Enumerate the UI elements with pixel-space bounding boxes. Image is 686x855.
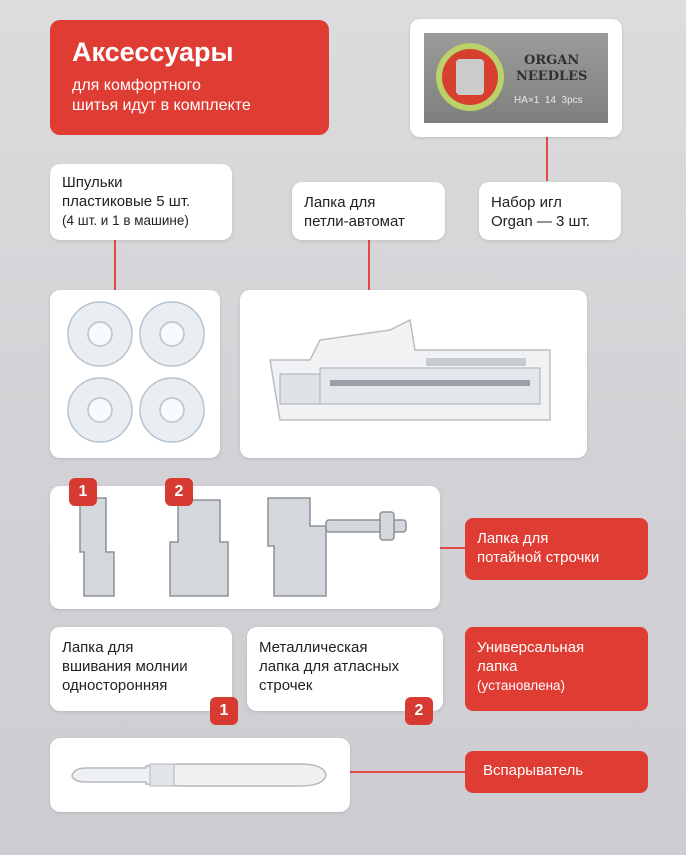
header-title: Аксессуары [72, 37, 234, 67]
blind-stitch-line2: потайной строчки [477, 549, 600, 566]
blind-stitch-line1: Лапка для [477, 530, 549, 547]
satin-foot-line2: лапка для атласных [259, 658, 400, 675]
zipper-foot-line1: Лапка для [62, 639, 134, 656]
buttonhole-foot-image-card [240, 290, 587, 458]
header-box [50, 20, 329, 135]
zipper-foot-line3: односторонняя [62, 677, 168, 694]
buttonhole-foot-label [292, 182, 445, 240]
zipper-foot-line2: вшивания молнии [62, 658, 188, 675]
seam-ripper-card [50, 738, 350, 812]
connector-buttonhole [368, 240, 370, 290]
connector-needles [546, 137, 548, 181]
universal-foot-line1: Универсальная [477, 639, 585, 656]
seam-ripper-image [50, 738, 350, 812]
zipper-foot-label [50, 627, 232, 711]
header-subtitle-1: для комфортного [72, 77, 201, 94]
blind-stitch-foot-shape [268, 498, 326, 596]
bobbins-image [50, 290, 220, 458]
satin-foot-shape [170, 500, 228, 596]
seam-ripper-label [465, 751, 648, 793]
connector-blind-stitch [440, 547, 466, 549]
needles-label-line1: Набор игл [491, 194, 562, 211]
needle-pack-spec: HA×1 14 3pcs [514, 95, 583, 106]
satin-foot-line1: Металлическая [259, 639, 368, 656]
needle-pack-image [424, 33, 608, 123]
badge-1: 1 [69, 478, 97, 506]
badge-2: 2 [165, 478, 193, 506]
satin-foot-line3: строчек [259, 677, 313, 694]
buttonhole-label-line1: Лапка для [304, 194, 376, 211]
satin-foot-badge: 2 [405, 697, 433, 725]
buttonhole-foot-image [240, 290, 587, 458]
presser-feet-card [50, 486, 440, 609]
bobbins-label-line2: пластиковые 5 шт. [62, 193, 191, 210]
bobbins-label [50, 164, 232, 240]
needle-pack-brand-1: ORGAN [524, 53, 580, 68]
zipper-foot-shape [80, 498, 114, 596]
universal-foot-line2: лапка [477, 658, 518, 675]
needle-pack-card [410, 19, 622, 137]
zipper-foot-badge: 1 [210, 697, 238, 725]
connector-bobbins [114, 240, 116, 290]
header-subtitle-2: шитья идут в комплекте [72, 97, 251, 114]
universal-foot-label [465, 627, 648, 711]
needle-pack-emblem [436, 43, 504, 111]
needle-pack-brand-2: NEEDLES [516, 69, 588, 84]
bobbins-label-note: (4 шт. и 1 в машине) [62, 213, 189, 228]
bobbins-image-card [50, 290, 220, 458]
blind-stitch-label [465, 518, 648, 580]
universal-foot-note: (установлена) [477, 678, 566, 693]
presser-feet-image [50, 486, 440, 609]
needles-label-line2: Organ — 3 шт. [491, 213, 590, 230]
connector-ripper [350, 771, 466, 773]
buttonhole-label-line2: петли-автомат [304, 213, 405, 230]
bobbins-label-line1: Шпульки [62, 174, 123, 191]
needles-label [479, 182, 621, 240]
seam-ripper-label-text: Вспарыватель [483, 762, 584, 779]
